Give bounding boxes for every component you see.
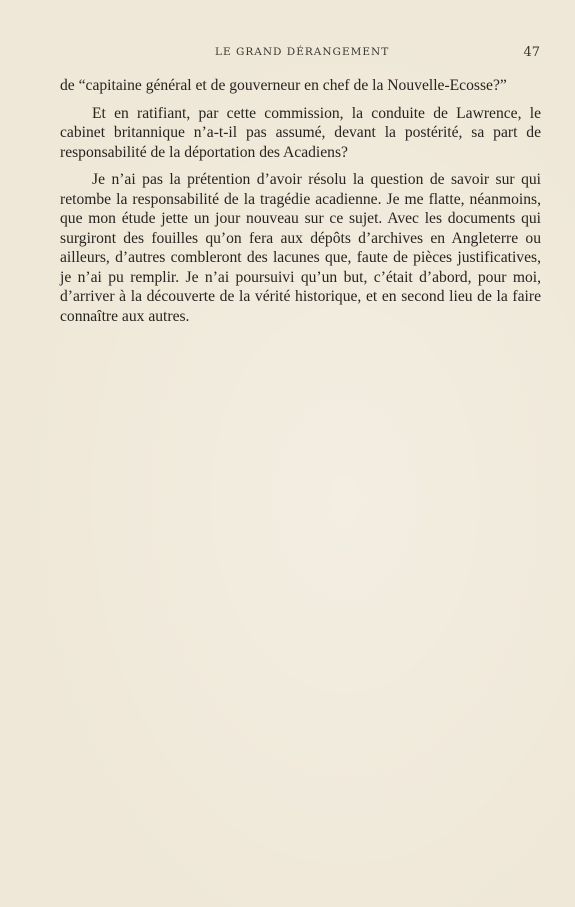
paragraph-3: Je n’ai pas la prétention d’avoir résolu la question de savoir sur qui retombe la responsabilité de la tragédie acadienne. Je me flatte, néanmoins, que mon étude jette un jour nouveau sur ce sujet. Avec les documents qui surgiront des fouilles qu’on fera aux dépôts d’archives en Angleterre ou ailleurs, d’autres combleront des lacunes que, faute de pièces justificatives, je n’ai pu remplir. Je n’ai poursuivi qu’un but, c’était d’abord, pour moi, d’arriver à la découverte de la vérité historique, et en second lieu de la faire connaître aux autres.: [60, 171, 541, 325]
page-number: 47: [523, 45, 540, 60]
body-text: [60, 76, 541, 334]
running-head: [60, 46, 540, 66]
paragraph-1: de “capitaine général et de gouverneur en chef de la Nouvelle-Ecosse?”: [60, 77, 507, 94]
running-title: LE GRAND DÉRANGEMENT: [215, 46, 390, 58]
paragraph-2: Et en ratifiant, par cette commission, la conduite de Lawrence, le cabinet britannique n’a-t-il pas assumé, devant la postérité, sa part de responsabilité de la déportation des Acadiens?: [60, 104, 541, 161]
